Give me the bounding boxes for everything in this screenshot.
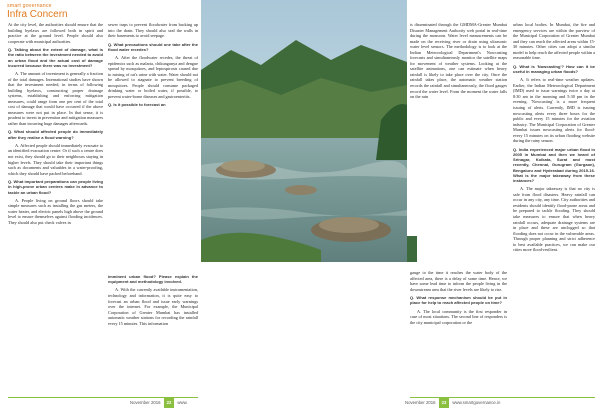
column-3-top	[410, 22, 507, 232]
photo-edge	[407, 236, 417, 262]
question: Q. What important preparations can people living in high-prone urban centres make in advance to tackle an urban flood?	[8, 179, 103, 195]
paragraph: A. Affected people should immediately evacuate to an identified evacuation centre. Or if such a centre does not exist, they should go to their neighbours staying in higher levels. They should take their important things such as documents and valuables in a water-proofing, which they should have packed beforehand.	[8, 142, 103, 176]
column-3-bottom	[410, 270, 507, 394]
question: Q. What is 'Nowcasting'? How can it be useful in managing urban floods?	[513, 63, 595, 75]
question: Q. What response mechanism should be put in place for help to reach affected people on time?	[410, 295, 507, 306]
question: Q. What precautions should one take after the flood water recedes?	[108, 41, 198, 52]
paragraph: A. The amount of investment is generally a fraction of the total damages. International studies have shown that the investment needed, in terms of following building byelaws, constructing proper drainage systems, establishing and enforcing mitigation measures, could range from one per cent of the total cost of damage that would have occurred if the above measures were not put in place. In that sense, it is prudent to invest in prevention and mitigation measures rather than incurring huge damages afterwards.	[8, 71, 103, 126]
column-1	[8, 22, 103, 394]
question: Q. Talking about the extent of damage, what is the ratio between the investment needed to avoid an urban flood and the actual cost of damage incurred because there was no investment?	[8, 47, 103, 68]
paragraph: A. After the floodwater recedes, the threat of epidemics such as malaria, chikungunya and dengue spread by mosquitoes, and leptospirosis caused due to mixing of rat's urine with water. Water should not be allowed to stagnate to prevent breeding of mosquitoes. People should consume packaged drinking water or boiled water, if possible, to prevent water-borne diseases and gastroenteritis.	[108, 55, 198, 99]
section-title: Infra Concern	[7, 9, 68, 20]
question: Q. Is it possible to forecast an	[108, 102, 166, 108]
paragraph: is disseminated through the GMDMA-Greater Mumbai Disaster Management Authority web portal in real-time during the monsoon. Water level measurements can be made on the receiving river or drain using ultrasonic water level sensors. The methodology is to look at the Indian Meteorological Department's Nowcasting forecasts and simultaneously monitor the satellite maps for movement of weather systems. Looking at the satellite animations, one can estimate when heavy rainfall is likely to take place over the city. Once the rainfall takes place, the automatic weather station records the rainfall and simultaneously, the flood gauges record the water level. From the moment the water falls on the rain	[410, 22, 507, 100]
column-2-bottom	[108, 274, 198, 394]
column-4	[513, 22, 595, 394]
column-2-top	[108, 22, 198, 200]
page-number: 23	[439, 398, 450, 408]
footer-site: www.smartgovernance.in	[452, 400, 501, 405]
footer-month: November 2016	[130, 400, 161, 405]
question: Q. What should affected people do immediately after they realise a flood warning?	[8, 129, 103, 140]
paragraph: urban local bodies. In Mumbai, the fire and emergency services are within the purview of the Municipal Corporation of Greater Mumbai and they can reach the affected areas within 15-30 minutes. Other cities can adopt a similar model to help reach the affected people within a reasonable time.	[513, 22, 595, 61]
footer-right	[405, 398, 500, 408]
urban-flood-photo	[201, 0, 407, 262]
paragraph: sewer traps to prevent floodwater from backing up into the drain. They should also seal the walls in their basements to avoid seepage.	[108, 22, 198, 39]
paragraph: gauge to the time it reaches the water body of the affected area, there is a delay of some time. Hence, we have some lead time to inform the people living in the downstream area that the river levels are likely to rise.	[410, 270, 507, 292]
paragraph: A. The major takeaway is that no city is safe from flood disasters. Heavy rainfall can occur in any city, any time. City authorities and residents should identify flood-prone areas and be prepared to tackle flooding. They should take measures to ensure that when heavy rainfall occurs, adequate drainage systems are in place and these are unclogged so that flooding does not occur in the vulnerable areas. Through proper planning and strict adherence to best available practices, we can make our cities more flood-resilient.	[513, 186, 595, 253]
footer-month: November 2016	[405, 400, 436, 405]
question: imminent urban flood? Please explain the equipment and methodology involved.	[108, 274, 198, 285]
question: Q. India experienced major urban flood in 2005 in Mumbai and then we heard of Srinagar, Kolkata, Surat and most recently, Chennai, Gurugram (Gurgaon), Bengaluru and Hyderabad during 2015-16. What is the major takeaway from these instances?	[513, 146, 595, 184]
footer-left	[130, 398, 188, 408]
paragraph: A. The local community is the first responder in case of most situations. The second line of responders is the city municipal corporation or the	[410, 308, 507, 325]
footer-site: www.	[177, 400, 188, 405]
paragraph: A. With the currently available instrumentation, technology and information, it is quite easy to forecast an urban flood and issue early warnings over the internet. For example, the Municipal Corporation of Greater Mumbai has installed automatic weather stations for recording the rainfall every 15 minutes. This information	[108, 287, 198, 326]
paragraph: At the city level, the authorities should ensure that the building byelaws are followed both in spirit and practice at the ground level. People should also cooperate with municipal authorities.	[8, 22, 103, 44]
paragraph: A. People living on ground floors should take simple measures such as installing the gas meters, the water heater, and electric panels high above the ground level to ensure themselves against flooding incidences. They should also put check valves in	[8, 197, 103, 225]
page-number: 22	[164, 398, 175, 408]
paragraph: A. It refers to real-time weather updates. Earlier, the Indian Meteorological Department (IMD) used to issue warnings twice a day at 8:30 am in the morning and 5:30 pm in the evening. 'Nowcasting' is a more frequent issuing of alerts. Currently, IMD is issuing nowcasting alerts every three hours for the public and every 15 minutes for the aviation industry. The Municipal Corporation of Greater Mumbai issues nowcasting alerts for flood-every 15 minutes on its urban flooding website during the rainy season.	[513, 77, 595, 144]
section-label: smart governance	[7, 3, 52, 9]
